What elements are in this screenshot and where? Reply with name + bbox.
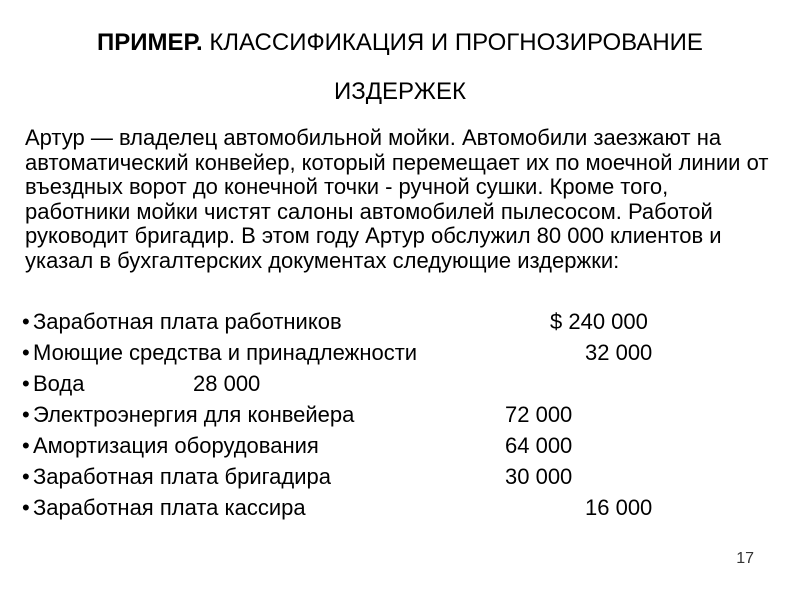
bullet: • — [22, 340, 30, 365]
cost-amount: 30 000 — [505, 464, 573, 489]
title-prefix: ПРИМЕР. — [97, 29, 203, 56]
cost-label: Заработная плата бригадира — [33, 464, 332, 489]
cost-amount: 32 000 — [585, 340, 653, 365]
cost-item-foreman-wages — [22, 461, 722, 492]
cost-amount: 16 000 — [585, 495, 653, 520]
problem-description: Артур — владелец автомобильной мойки. Автомобили заезжают на автоматический конвейер, который перемещает их по моечной линии от въездных ворот до конечной точки - ручной сушки. Кроме того, работники мойки чистят салоны автомобилей пылесосом. Работой руководит бригадир. В этом году Артур обслужил 80 000 клиентов и указал в бухгалтерских документах следующие издержки: — [25, 125, 769, 273]
bullet: • — [22, 371, 30, 396]
cost-amount: 28 000 — [193, 371, 261, 396]
cost-label: Амортизация оборудования — [33, 433, 319, 458]
bullet: • — [22, 464, 30, 489]
page-number: 17 — [736, 550, 754, 567]
slide-title-line-1 — [0, 29, 800, 57]
cost-amount: 64 000 — [505, 433, 573, 458]
cost-label: Электроэнергия для конвейера — [33, 402, 355, 427]
slide-title-line-2: ИЗДЕРЖЕК — [334, 78, 466, 105]
cost-item-water — [22, 368, 722, 399]
cost-amount: $ 240 000 — [550, 309, 648, 334]
cost-label: Заработная плата кассира — [33, 495, 306, 520]
cost-amount: 72 000 — [505, 402, 573, 427]
cost-item-electricity — [22, 399, 722, 430]
cost-label: Моющие средства и принадлежности — [33, 340, 418, 365]
bullet: • — [22, 309, 30, 334]
bullet: • — [22, 433, 30, 458]
title-main: КЛАССИФИКАЦИЯ И ПРОГНОЗИРОВАНИЕ — [209, 29, 703, 56]
cost-label: Вода — [33, 371, 85, 396]
cost-item-cashier-wages — [22, 492, 722, 523]
cost-label: Заработная плата работников — [33, 309, 342, 334]
bullet: • — [22, 495, 30, 520]
cost-item-worker-wages — [22, 306, 722, 337]
cost-item-detergents — [22, 337, 722, 368]
cost-item-depreciation — [22, 430, 722, 461]
bullet: • — [22, 402, 30, 427]
